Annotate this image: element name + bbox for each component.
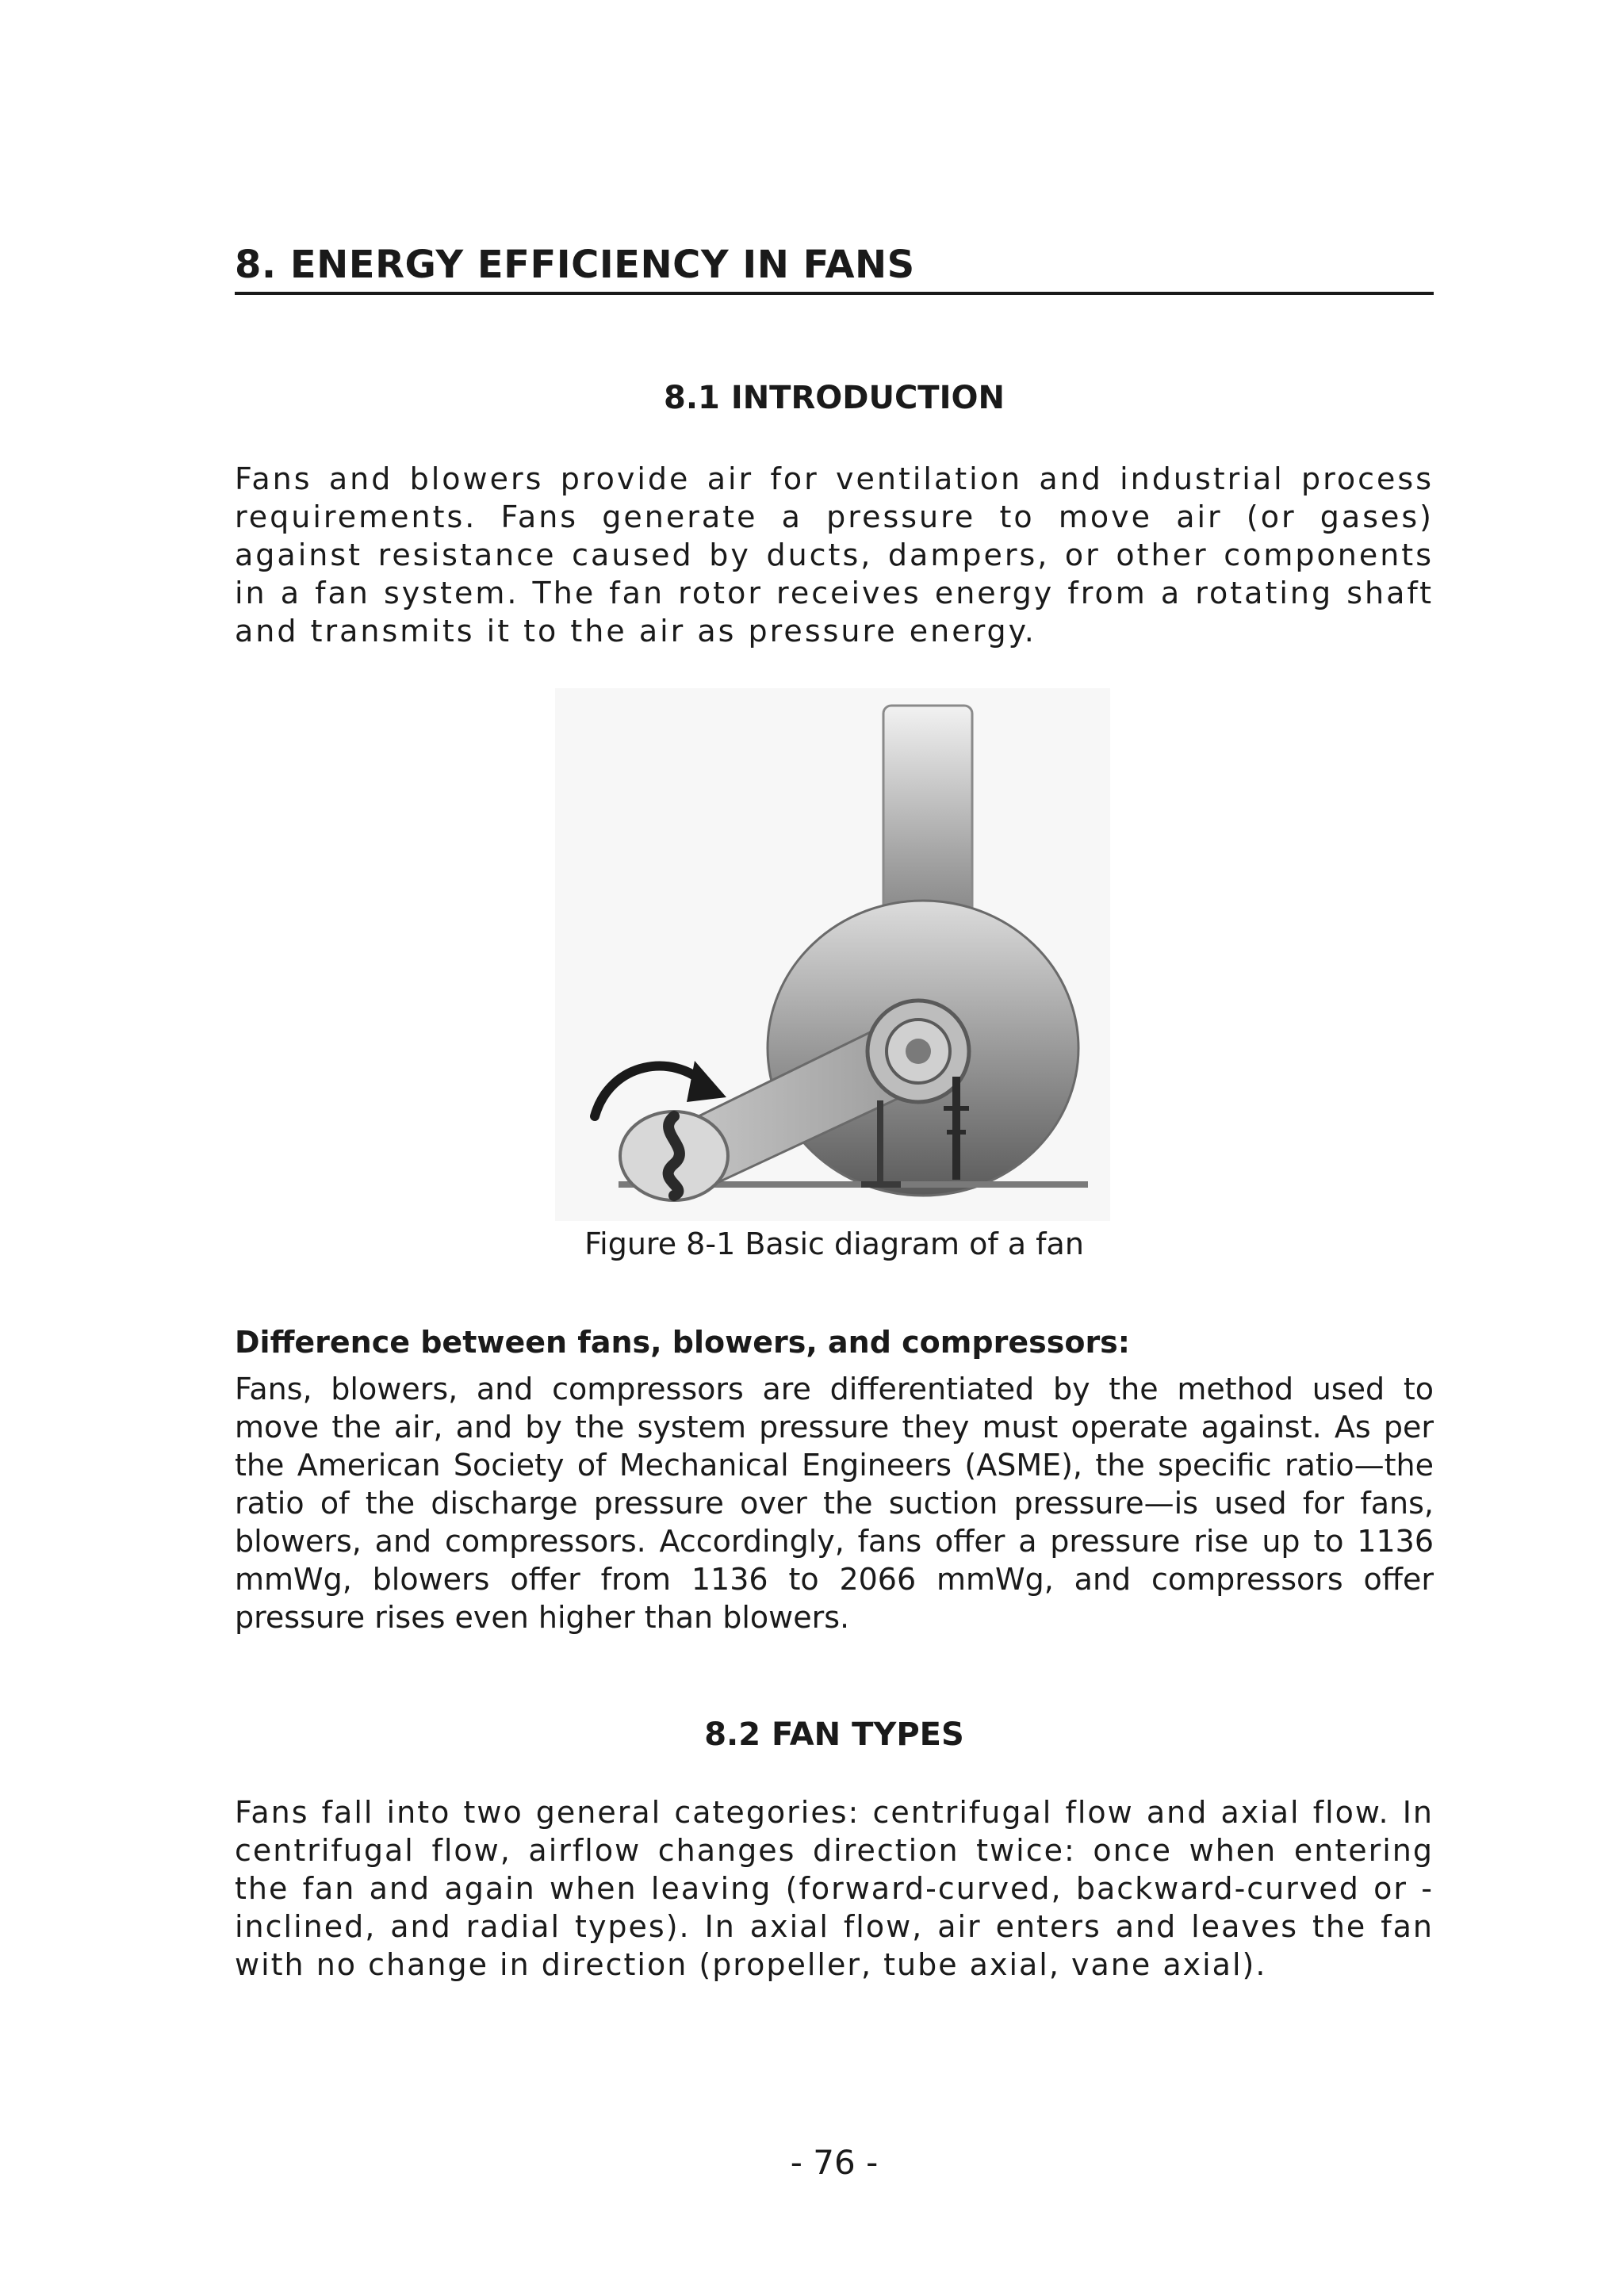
fan-diagram-figure — [555, 688, 1110, 1221]
section-heading-introduction: 8.1 INTRODUCTION — [664, 380, 1005, 416]
page-number: - 76 - — [790, 2143, 879, 2182]
figure-caption: Figure 8-1 Basic diagram of a fan — [584, 1226, 1084, 1261]
introduction-paragraph: Fans and blowers provide air for ventilation and industrial process requirements. Fans generate a pressure to move air (or gases) against resistance caused by ducts, dampers, or other components in a fan system. The fan rotor receives energy from a rotating shaft and transmits it to the air as pressure energy. — [235, 461, 1434, 649]
fan-diagram-icon — [555, 688, 1110, 1221]
difference-subheading: Difference between fans, blowers, and compressors: — [235, 1325, 1130, 1360]
fan-types-paragraph: Fans fall into two general categories: centrifugal flow and axial flow. In centrifugal flow, airflow changes direction twice: once when entering the fan and again when leaving (forward-curved, backward-curved or -inclined, and radial types). In axial flow, air enters and leaves the fan with no change in direction (propeller, tube axial, vane axial). — [235, 1795, 1434, 1982]
difference-paragraph: Fans, blowers, and compressors are differentiated by the method used to move the air, and by the system pressure they must operate against. As per the American Society of Mechanical Engineers (ASME), the specific ratio—the ratio of the discharge pressure over the suction pressure—is used for fans, blowers, and compressors. Accordingly, fans offer a pressure rise up to 1136 mmWg, blowers offer from 1136 to 2066 mmWg, and compressors offer pressure rises even higher than blowers. — [235, 1372, 1434, 1635]
section-heading-fan-types: 8.2 FAN TYPES — [704, 1716, 964, 1753]
chapter-title: 8. ENERGY EFFICIENCY IN FANS — [235, 238, 1434, 295]
